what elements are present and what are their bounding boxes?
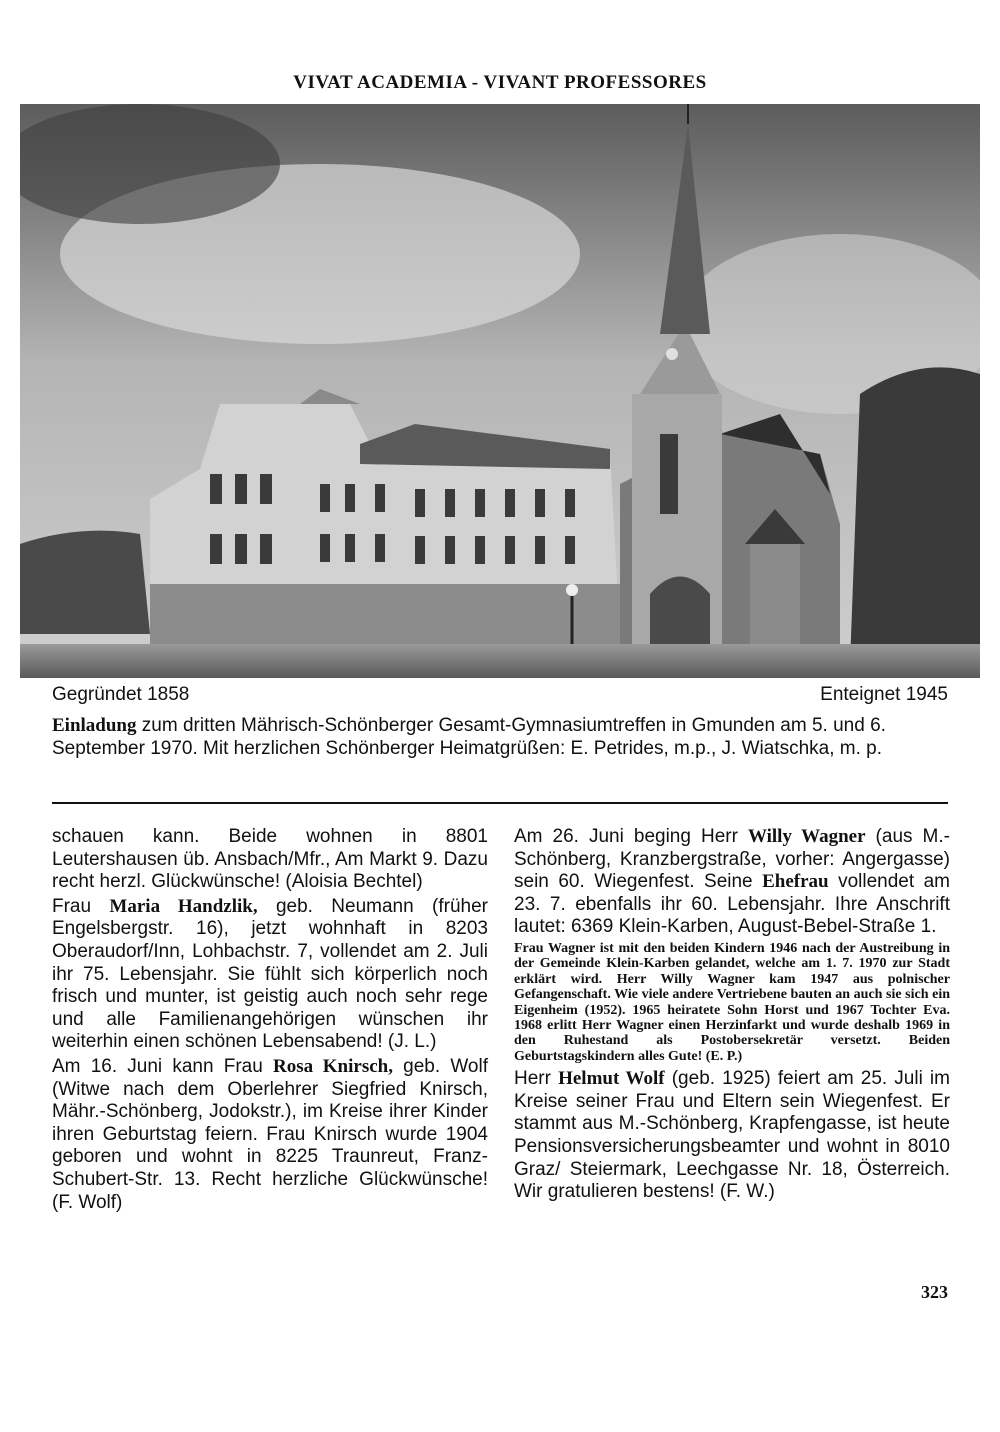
person-name: Helmut Wolf <box>558 1068 665 1090</box>
paragraph-wagner <box>514 826 950 939</box>
person-name: Rosa Knirsch, <box>272 1055 393 1077</box>
paragraph-handzlik <box>52 896 488 1054</box>
person-name: Willy Wagner <box>747 826 866 847</box>
right-column <box>514 826 950 1206</box>
page-number: 323 <box>921 1282 948 1302</box>
person-name: Maria Handzlik, <box>109 895 258 917</box>
caption-expropriated: Enteignet 1945 <box>820 684 948 705</box>
text-fragment: geb. Wolf (Witwe nach dem Oberlehrer Siegfried Knirsch, Mähr.-Schönberg, Jodokstr.), im Kreise ihrer Kinder ihren Geburtstag feiern. Frau Knirsch wurde 1904 geboren und wohnt in 8225 Traunreut, Franz-Schubert-Str. 13. Recht herzliche Glückwünsche! (F. Wolf) <box>52 1055 488 1213</box>
text-fragment: (aus M.-Schönberg, Kranzbergstraße, vorher: Angergasse) sein 60. Wiegenfest. Seine <box>514 826 950 893</box>
divider-rule <box>52 802 948 804</box>
paragraph-knirsch <box>52 1056 488 1214</box>
school-church-photo <box>20 104 980 678</box>
invitation-body: zum dritten Mährisch-Schönberger Gesamt-Gymnasiumtreffen in Gmunden am 5. und 6. September 1970. Mit herzlichen Schönberger Heimatgrüßen: E. Petrides, m.p., J. Wiatschka, m. p. <box>52 715 886 759</box>
caption-founded: Gegründet 1858 <box>52 684 190 705</box>
emphasis-text: Ehefrau <box>762 871 829 893</box>
paragraph-wolf <box>514 1068 950 1204</box>
page-header: VIVAT ACADEMIA - VIVANT PROFESSORES <box>293 72 707 93</box>
text-fragment: vollendet am 23. 7. ebenfalls ihr 60. Lebensjahr. Ihre Anschrift lautet: 6369 Klein-Karben, August-Bebel-Straße 1. <box>514 871 950 938</box>
paragraph-bechtel: schauen kann. Beide wohnen in 8801 Leutershausen üb. Ansbach/Mfr., Am Markt 9. Dazu recht herzl. Glückwünsche! (Aloisia Bechtel) <box>52 826 488 893</box>
text-fragment: Am 26. Juni beging Herr <box>514 826 748 847</box>
paragraph-wagner-details: Frau Wagner ist mit den beiden Kindern 1946 nach der Austreibung in der Gemeinde Klein-Karben gelandet, welche am 1. 7. 1970 zur Stadt erklärt wird. Herr Willy Wagner kam 1947 aus polnischer Gefangenschaft. Wie viele andere Vertriebene bauten an auch sie sich ein Eigenheim (1952). 1965 heiratete Sohn Horst und 1967 Tochter Eva. 1968 erlitt Herr Wagner einen Herzinfarkt und wurde deshalb 1969 in den Ruhestand als Postobersekretär versetzt. Beiden Geburtstagskindern alles Gute! (E. P.) <box>514 940 950 1064</box>
text-fragment: Herr <box>514 1068 559 1090</box>
invitation-text <box>52 714 952 760</box>
text-fragment: Frau <box>52 895 110 917</box>
text-fragment: geb. Neumann (früher Engelsbergstr. 16), jetzt wohnhaft in 8203 Oberaudorf/Inn, Lohbachstr. 7, vollendet am 2. Juli ihr 75. Lebensjahr. Sie fühlt sich körperlich noch frisch und munter, ist geistig auch noch sehr rege und alle Familienangehörigen wünschen ihr weiterhin einen schönen Lebensabend! (J. L.) <box>52 895 488 1053</box>
left-column <box>52 826 488 1216</box>
text-fragment: (geb. 1925) feiert am 25. Juli im Kreise seiner Frau und Eltern sein Wiegenfest. Er stammt aus M.-Schönberg, Krapfengasse, ist heute Pensionsversicherungsbeamter und wohnt in 8010 Graz/ Steiermark, Leechgasse Nr. 18, Österreich. Wir gratulieren bestens! (F. W.) <box>514 1068 950 1203</box>
invitation-lead: Einladung <box>52 715 137 736</box>
text-fragment: Am 16. Juni kann Frau <box>52 1055 273 1077</box>
